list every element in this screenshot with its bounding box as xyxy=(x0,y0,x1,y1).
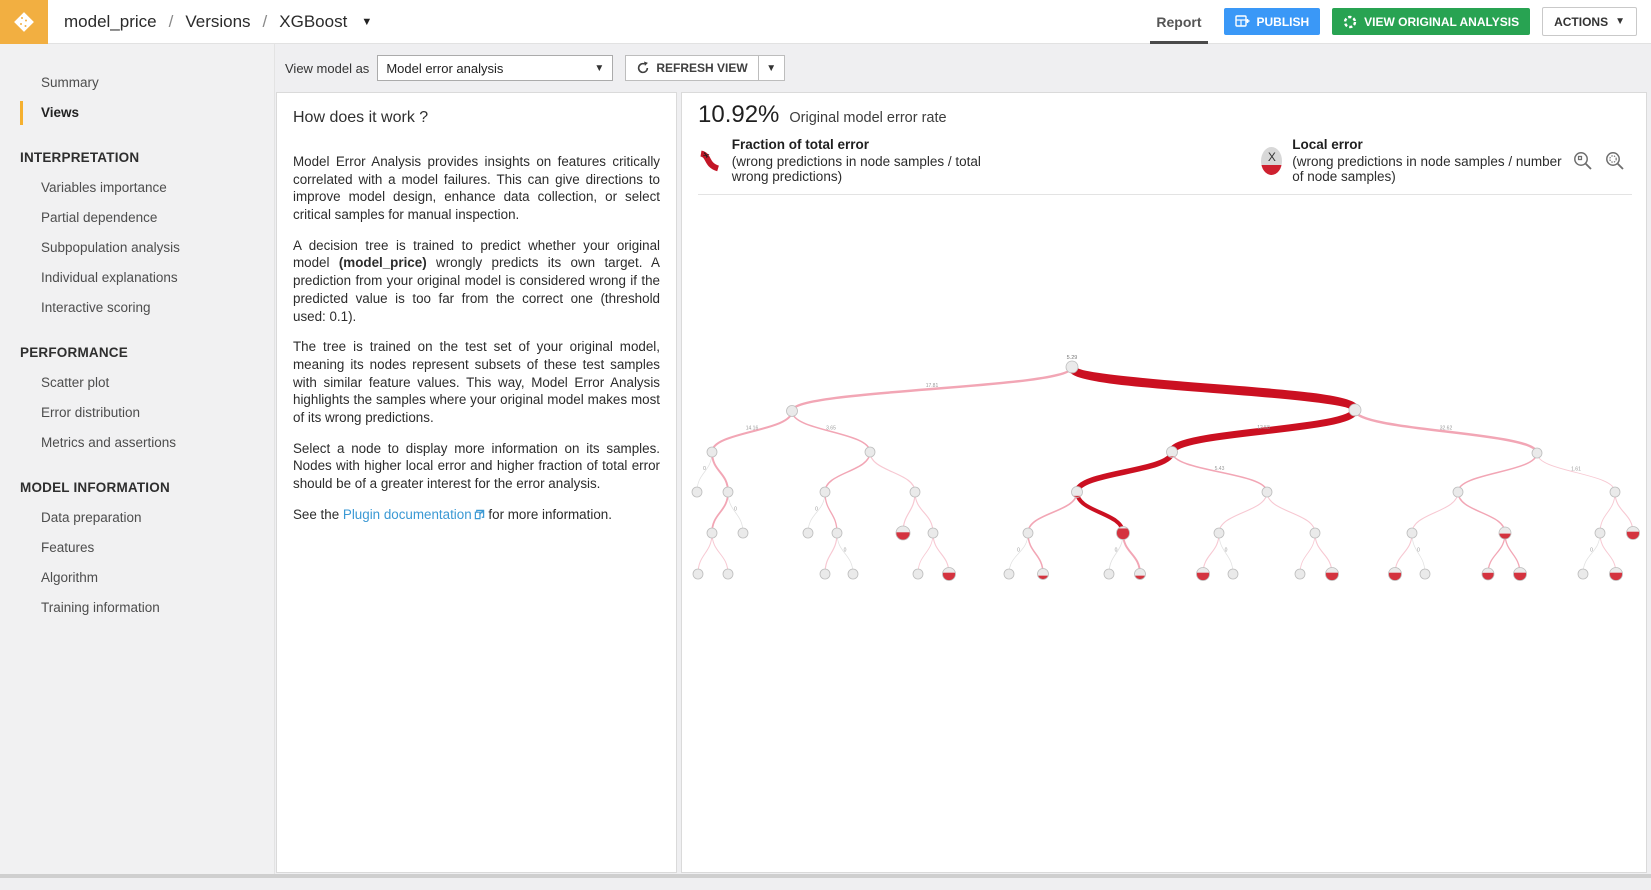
breadcrumb-version-name[interactable]: XGBoost xyxy=(279,12,347,32)
tree-edge-label: 3.65 xyxy=(826,426,836,432)
tree-node[interactable] xyxy=(910,487,920,497)
tree-edge xyxy=(1412,533,1425,574)
tree-edge xyxy=(792,367,1072,411)
how-it-works-panel xyxy=(276,92,677,873)
help-paragraph-2: A decision tree is trained to predict whether your original model (model_price) wrongly predicts its own target. A prediction from your original model is considered wrong if the predicted value is too far from the correct one (threshold used: 0.1). xyxy=(293,237,660,325)
tree-edge-label: 0 xyxy=(1115,548,1118,554)
error-tree-panel xyxy=(681,92,1647,873)
tree-node[interactable] xyxy=(1117,527,1130,540)
tree-node[interactable] xyxy=(707,528,717,538)
tree-node[interactable] xyxy=(1514,568,1527,581)
external-link-icon xyxy=(474,507,485,525)
tree-edge-label: 0 xyxy=(1590,548,1593,554)
zoom-reset-icon[interactable] xyxy=(1604,150,1626,172)
tree-edge xyxy=(1300,533,1315,574)
tree-node[interactable] xyxy=(787,406,798,417)
tree-edge xyxy=(825,533,837,574)
tree-node[interactable] xyxy=(1135,569,1146,580)
tree-node[interactable] xyxy=(1004,569,1014,579)
tree-edge xyxy=(1072,367,1355,410)
tree-edge xyxy=(728,492,743,533)
tree-node[interactable] xyxy=(1407,528,1417,538)
help-paragraph-5: See the Plugin documentation for more information. xyxy=(293,506,660,525)
tree-edge xyxy=(1267,492,1315,533)
sidebar-item-metrics-assertions[interactable]: Metrics and assertions xyxy=(0,428,274,458)
sidebar-section-model-information: MODEL INFORMATION xyxy=(0,458,274,503)
sidebar-item-algorithm[interactable]: Algorithm xyxy=(0,563,274,593)
breadcrumb-separator: / xyxy=(263,12,268,32)
version-dropdown-caret-icon[interactable]: ▼ xyxy=(361,16,372,28)
tree-edge xyxy=(1488,533,1505,574)
sidebar-item-variables-importance[interactable]: Variables importance xyxy=(0,173,274,203)
sidebar-section-performance: PERFORMANCE xyxy=(0,323,274,368)
tree-node[interactable] xyxy=(1072,487,1083,498)
tree-node[interactable] xyxy=(738,528,748,538)
tree-edge xyxy=(1537,453,1615,492)
original-error-rate-value: 10.92% xyxy=(698,101,779,129)
tree-node[interactable] xyxy=(913,569,923,579)
original-error-rate-label: Original model error rate xyxy=(789,110,946,126)
tree-node[interactable] xyxy=(1532,448,1542,458)
tree-edge-label: 12.58 xyxy=(1257,425,1270,431)
tree-edge xyxy=(825,492,837,533)
sidebar xyxy=(0,44,275,878)
analysis-circle-icon xyxy=(1343,15,1357,29)
tree-edge xyxy=(1355,410,1537,453)
tree-node[interactable] xyxy=(1420,569,1430,579)
tree-edge-label: 32.62 xyxy=(1440,426,1453,432)
sidebar-item-scatter-plot[interactable]: Scatter plot xyxy=(0,368,274,398)
tree-edge-label: 1.61 xyxy=(1571,467,1581,473)
tree-edge-label: 0 xyxy=(1017,548,1020,554)
tree-node[interactable] xyxy=(1610,487,1620,497)
breadcrumb-separator: / xyxy=(169,12,174,32)
help-paragraph-3: The tree is trained on the test set of your original model, meaning its nodes represent subsets of these test samples with similar feature values. This way, Model Error Analysis highlights the samples where your original model makes most of its wrong predictions. xyxy=(293,338,660,426)
tree-edge xyxy=(792,411,870,452)
tree-node[interactable] xyxy=(803,528,813,538)
tree-edge-label: 0 xyxy=(1417,548,1420,554)
actions-caret-icon: ▼ xyxy=(1615,16,1625,27)
tree-edge xyxy=(712,452,728,492)
tree-node[interactable] xyxy=(1310,528,1320,538)
tree-edge xyxy=(915,492,933,533)
tree-edge xyxy=(712,411,792,452)
sidebar-section-interpretation: INTERPRETATION xyxy=(0,128,274,173)
breadcrumb-model[interactable]: model_price xyxy=(64,12,157,32)
diamond-logo-icon xyxy=(9,7,39,37)
tree-node[interactable] xyxy=(1578,569,1588,579)
tree-node[interactable] xyxy=(865,447,875,457)
tree-node[interactable] xyxy=(707,447,717,457)
tree-node[interactable] xyxy=(1482,568,1494,580)
tree-node[interactable] xyxy=(692,487,702,497)
tree-edge xyxy=(1219,492,1267,533)
tree-node[interactable] xyxy=(832,528,842,538)
refresh-view-button[interactable]: REFRESH VIEW xyxy=(625,55,758,81)
select-caret-icon: ▼ xyxy=(594,63,604,74)
tree-edge-label: 5.43 xyxy=(1215,466,1225,472)
tree-node[interactable] xyxy=(1066,355,1078,373)
error-decision-tree[interactable] xyxy=(682,195,1646,885)
tree-edge-label: 0 xyxy=(703,466,706,472)
fraction-total-error-icon xyxy=(698,146,722,176)
tree-node[interactable] xyxy=(1023,528,1033,538)
sidebar-item-views[interactable]: Views xyxy=(0,98,274,128)
tree-node[interactable] xyxy=(1197,568,1210,581)
help-paragraph-1: Model Error Analysis provides insights on features critically correlated with a model failures. This can give directions to improve model design, enhance data collection, or select critical samples for manual inspection. xyxy=(293,153,660,224)
tree-edge xyxy=(712,492,728,533)
tree-node[interactable] xyxy=(1228,569,1238,579)
tree-edge xyxy=(712,533,728,574)
tree-edge xyxy=(1077,452,1172,492)
model-name-bold: (model_price) xyxy=(339,255,427,270)
help-paragraph-4: Select a node to display more information on its samples. Nodes with higher local error and higher fraction of total error should be of a greater interest for the error analysis. xyxy=(293,440,660,493)
tree-edge-label: 0 xyxy=(1225,548,1228,554)
tree-edge xyxy=(1028,533,1043,574)
tree-node[interactable] xyxy=(928,528,938,538)
tree-edge xyxy=(870,452,915,492)
tree-edge-label: 0 xyxy=(734,507,737,513)
local-error-icon: X xyxy=(1261,147,1282,175)
tree-node-label: 5.29 xyxy=(1067,355,1078,361)
tree-edge xyxy=(1412,492,1458,533)
sidebar-item-summary[interactable]: Summary xyxy=(0,68,274,98)
legend-local-error: X Local error (wrong predictions in node samples / number of node samples) xyxy=(1261,137,1572,184)
tree-node[interactable] xyxy=(1610,568,1623,581)
tree-node[interactable] xyxy=(1326,568,1339,581)
help-title: How does it work ? xyxy=(293,109,660,127)
tree-node[interactable] xyxy=(820,569,830,579)
tree-edge-label: 14.16 xyxy=(746,426,759,432)
horizontal-scrollbar[interactable] xyxy=(0,874,1651,878)
view-original-analysis-button[interactable]: VIEW ORIGINAL ANALYSIS xyxy=(1332,8,1530,35)
tree-node[interactable] xyxy=(693,569,703,579)
refresh-icon xyxy=(636,61,650,75)
tree-node[interactable] xyxy=(1295,569,1305,579)
tree-edge xyxy=(918,533,933,574)
tree-node[interactable] xyxy=(820,487,830,497)
tree-edge-label: 0 xyxy=(815,507,818,513)
sidebar-item-error-distribution[interactable]: Error distribution xyxy=(0,398,274,428)
tree-node[interactable] xyxy=(848,569,858,579)
tree-node[interactable] xyxy=(1453,487,1463,497)
tree-edge-label: 17.81 xyxy=(926,383,939,389)
zoom-fit-icon[interactable] xyxy=(1572,150,1594,172)
tree-edge xyxy=(1458,453,1537,492)
tree-node[interactable] xyxy=(1499,527,1511,539)
tree-edge xyxy=(1219,533,1233,574)
sidebar-item-subpopulation-analysis[interactable]: Subpopulation analysis xyxy=(0,233,274,263)
plugin-documentation-link[interactable]: Plugin documentation xyxy=(343,507,472,522)
tree-edge xyxy=(1600,492,1615,533)
tree-node[interactable] xyxy=(943,568,956,581)
top-header xyxy=(0,0,1651,44)
tree-edge xyxy=(698,533,712,574)
tree-node[interactable] xyxy=(1214,528,1224,538)
tree-node[interactable] xyxy=(1627,527,1640,540)
tree-node[interactable] xyxy=(896,526,910,540)
tree-edge xyxy=(1028,492,1077,533)
tree-edge xyxy=(1458,492,1505,533)
tree-node[interactable] xyxy=(1389,568,1402,581)
tree-node[interactable] xyxy=(723,487,733,497)
view-model-as-label: View model as xyxy=(285,61,369,76)
sidebar-item-interactive-scoring[interactable]: Interactive scoring xyxy=(0,293,274,323)
actions-button[interactable]: ACTIONS ▼ xyxy=(1542,7,1637,36)
breadcrumb-versions[interactable]: Versions xyxy=(185,12,250,32)
sidebar-item-partial-dependence[interactable]: Partial dependence xyxy=(0,203,274,233)
tab-report[interactable]: Report xyxy=(1146,0,1211,44)
tree-node[interactable] xyxy=(1262,487,1272,497)
tree-edge xyxy=(837,533,853,574)
breadcrumb xyxy=(64,12,372,32)
sidebar-item-data-preparation[interactable]: Data preparation xyxy=(0,503,274,533)
tree-edge xyxy=(1583,533,1600,574)
tree-node[interactable] xyxy=(1167,447,1178,458)
tree-node[interactable] xyxy=(723,569,733,579)
tree-node[interactable] xyxy=(1595,528,1605,538)
tree-edge xyxy=(697,452,712,492)
tree-node[interactable] xyxy=(1038,569,1049,580)
refresh-options-caret[interactable]: ▼ xyxy=(759,55,785,81)
tree-edge xyxy=(1077,492,1123,533)
tree-edge xyxy=(1009,533,1028,574)
view-select[interactable]: Model error analysis ▼ xyxy=(377,55,613,81)
sidebar-item-features[interactable]: Features xyxy=(0,533,274,563)
legend-fraction-total-error: Fraction of total error (wrong predictions in node samples / total wrong predictions) xyxy=(698,137,1001,184)
tree-edge xyxy=(825,452,870,492)
view-toolbar xyxy=(275,44,1651,92)
sidebar-item-individual-explanations[interactable]: Individual explanations xyxy=(0,263,274,293)
publish-button[interactable]: PUBLISH xyxy=(1224,8,1321,35)
tree-edge xyxy=(808,492,825,533)
tree-edge xyxy=(1172,452,1267,492)
app-logo-icon[interactable] xyxy=(0,0,48,44)
sidebar-item-training-information[interactable]: Training information xyxy=(0,593,274,623)
tree-edge-label: 0 xyxy=(844,548,847,554)
tree-node[interactable] xyxy=(1349,404,1361,416)
publish-dashboard-icon xyxy=(1235,15,1250,28)
tree-node[interactable] xyxy=(1104,569,1114,579)
tree-edge xyxy=(1172,410,1355,452)
